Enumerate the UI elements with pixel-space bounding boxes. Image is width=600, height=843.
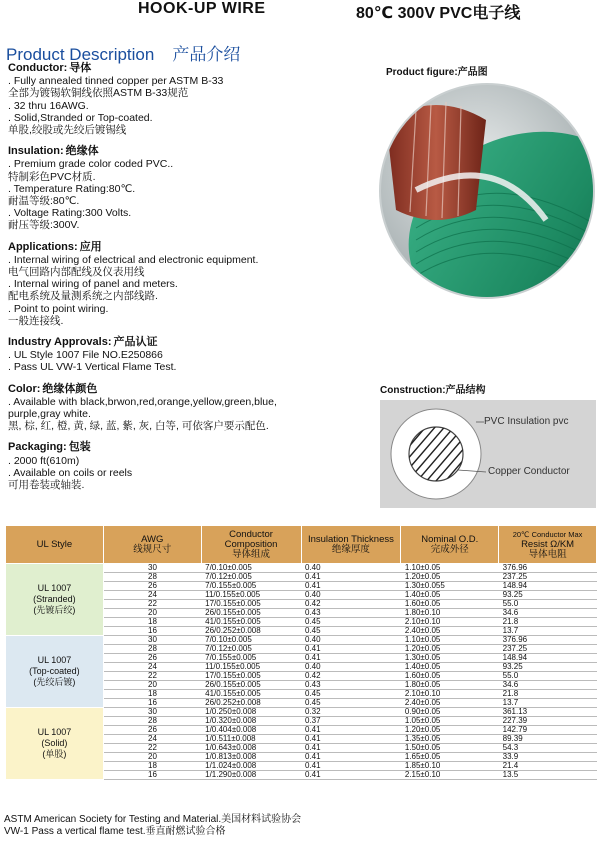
cell-composition: 11/0.155±0.005 — [201, 663, 301, 672]
section-line: . Internal wiring of electrical and electronic equipment. — [8, 253, 259, 266]
cell-composition: 1/0.813±0.008 — [201, 753, 301, 762]
cell-thickness: 0.41 — [301, 582, 401, 591]
cell-resist: 361.13 — [499, 708, 597, 717]
cell-thickness: 0.32 — [301, 708, 401, 717]
section-line: 全部为镀锡软铜线依照ASTM B-33规范 — [8, 87, 189, 100]
cell-composition: 26/0.252±0.008 — [201, 699, 301, 708]
section-line: 耐温等级:80℃. — [8, 195, 80, 208]
cell-awg: 26 — [103, 654, 201, 663]
cell-thickness: 0.40 — [301, 636, 401, 645]
cell-od: 1.60±0.05 — [401, 672, 499, 681]
cell-od: 1.80±0.05 — [401, 681, 499, 690]
cell-awg: 28 — [103, 717, 201, 726]
cell-awg: 18 — [103, 690, 201, 699]
cell-awg: 20 — [103, 681, 201, 690]
cell-awg: 30 — [103, 708, 201, 717]
cell-od: 1.60±0.05 — [401, 600, 499, 609]
cell-resist: 376.96 — [499, 636, 597, 645]
section-line: 耐压等级:300V. — [8, 219, 80, 232]
group-label: UL 1007 (Stranded) (先镀后绞) — [6, 564, 104, 636]
section-line: . UL Style 1007 File NO.E250866 — [8, 349, 163, 362]
section-0 — [8, 62, 378, 136]
cell-od: 2.40±0.05 — [401, 699, 499, 708]
conductor-callout: Copper Conductor — [488, 466, 570, 477]
cell-resist: 237.25 — [499, 573, 597, 582]
cell-od: 1.65±0.05 — [401, 753, 499, 762]
cell-composition: 1/0.250±0.008 — [201, 708, 301, 717]
section-line: . 32 thru 16AWG. — [8, 99, 89, 112]
section-line: 可用卷装或轴装. — [8, 479, 85, 492]
cell-resist: 21.4 — [499, 762, 597, 771]
cell-resist: 34.6 — [499, 609, 597, 618]
header-product-name: HOOK-UP WIRE — [138, 0, 266, 17]
footer-notes — [4, 814, 301, 838]
section-line: 配电系统及量测系统之内部线路. — [8, 290, 158, 303]
header-rating: 80℃ 300V PVC电子线 — [356, 5, 521, 22]
cell-resist: 93.25 — [499, 663, 597, 672]
section-line: 单股,绞股或先绞后镀锡线 — [8, 124, 127, 137]
cell-od: 1.80±0.10 — [401, 609, 499, 618]
cell-resist: 89.39 — [499, 735, 597, 744]
cell-composition: 41/0.155±0.005 — [201, 618, 301, 627]
cell-thickness: 0.41 — [301, 753, 401, 762]
cell-awg: 24 — [103, 735, 201, 744]
cell-composition: 11/0.155±0.005 — [201, 591, 301, 600]
footer-vw1: VW-1 Pass a vertical flame test.垂直耐燃试验合格 — [4, 826, 226, 837]
cell-awg: 30 — [103, 564, 201, 573]
cell-resist: 148.94 — [499, 582, 597, 591]
section-4 — [8, 383, 378, 433]
cell-thickness: 0.45 — [301, 690, 401, 699]
cell-composition: 1/1.024±0.008 — [201, 762, 301, 771]
cell-awg: 20 — [103, 609, 201, 618]
cell-composition: 7/0.155±0.005 — [201, 654, 301, 663]
cell-resist: 21.8 — [499, 618, 597, 627]
th-awg: AWG 线规尺寸 — [103, 526, 201, 564]
section-line: . Temperature Rating:80℃. — [8, 182, 136, 195]
cell-composition: 26/0.155±0.005 — [201, 609, 301, 618]
cell-thickness: 0.43 — [301, 609, 401, 618]
cell-thickness: 0.41 — [301, 654, 401, 663]
cell-awg: 24 — [103, 591, 201, 600]
section-heading: Packaging: 包装 — [8, 441, 91, 454]
cell-od: 1.20±0.05 — [401, 726, 499, 735]
cell-composition: 7/0.155±0.005 — [201, 582, 301, 591]
cell-composition: 1/0.320±0.008 — [201, 717, 301, 726]
cell-thickness: 0.42 — [301, 600, 401, 609]
title-zh: 产品介绍 — [172, 45, 241, 64]
cell-od: 2.40±0.05 — [401, 627, 499, 636]
cell-resist: 13.7 — [499, 699, 597, 708]
section-line: . Available on coils or reels — [8, 466, 133, 479]
page-header — [0, 0, 600, 20]
cell-thickness: 0.41 — [301, 771, 401, 780]
cell-thickness: 0.40 — [301, 663, 401, 672]
cell-awg: 28 — [103, 645, 201, 654]
cell-awg: 22 — [103, 672, 201, 681]
cell-composition: 41/0.155±0.005 — [201, 690, 301, 699]
cell-composition: 1/0.404±0.008 — [201, 726, 301, 735]
section-line: . Fully annealed tinned copper per ASTM B-33 — [8, 75, 224, 88]
wire-coil-image — [376, 80, 598, 302]
cell-od: 1.40±0.05 — [401, 663, 499, 672]
th-ul-style: UL Style — [6, 526, 104, 564]
cell-thickness: 0.41 — [301, 762, 401, 771]
cell-awg: 26 — [103, 582, 201, 591]
description-column — [8, 62, 378, 500]
cell-resist: 376.96 — [499, 564, 597, 573]
cell-od: 1.05±0.05 — [401, 717, 499, 726]
cell-composition: 7/0.10±0.005 — [201, 564, 301, 573]
section-heading: Industry Approvals: 产品认证 — [8, 336, 158, 349]
cell-thickness: 0.37 — [301, 717, 401, 726]
section-line: . Pass UL VW-1 Vertical Flame Test. — [8, 361, 177, 374]
spec-table — [5, 525, 597, 780]
cell-od: 2.15±0.10 — [401, 771, 499, 780]
cell-resist: 33.9 — [499, 753, 597, 762]
section-line: . Available with black,brwon,red,orange,yellow,green,blue, — [8, 395, 277, 408]
cell-composition: 26/0.155±0.005 — [201, 681, 301, 690]
construction-diagram — [380, 400, 596, 508]
figure-label: Product figure:产品图 — [386, 67, 488, 78]
section-heading: Insulation: 绝缘体 — [8, 145, 99, 158]
th-composition: Conductor Composition 导体组成 — [201, 526, 301, 564]
cell-od: 2.10±0.10 — [401, 618, 499, 627]
cell-thickness: 0.45 — [301, 618, 401, 627]
cell-awg: 24 — [103, 663, 201, 672]
cell-awg: 30 — [103, 636, 201, 645]
cell-composition: 1/1.290±0.008 — [201, 771, 301, 780]
cell-od: 1.10±0.05 — [401, 564, 499, 573]
cell-awg: 22 — [103, 600, 201, 609]
section-line: 电气回路内部配线及仪表用线 — [8, 266, 145, 279]
section-line: 黑, 棕, 红, 橙, 黄, 绿, 蓝, 紫, 灰, 白等, 可依客户要示配色. — [8, 420, 269, 433]
section-heading: Color: 绝缘体颜色 — [8, 382, 98, 395]
group-label: UL 1007 (Solid) (单股) — [6, 708, 104, 780]
cell-composition: 7/0.10±0.005 — [201, 636, 301, 645]
cell-composition: 1/0.511±0.008 — [201, 735, 301, 744]
section-heading: Conductor: 导体 — [8, 62, 92, 74]
cell-od: 2.10±0.10 — [401, 690, 499, 699]
cell-composition: 7/0.12±0.005 — [201, 645, 301, 654]
cell-thickness: 0.45 — [301, 627, 401, 636]
cell-awg: 16 — [103, 771, 201, 780]
footer-astm: ASTM American Society for Testing and Material.美国材料试验协会 — [4, 814, 302, 825]
section-line: . 2000 ft(610m) — [8, 454, 80, 467]
section-line: . Point to point wiring. — [8, 302, 109, 315]
cell-od: 1.40±0.05 — [401, 591, 499, 600]
cell-composition: 7/0.12±0.005 — [201, 573, 301, 582]
cell-thickness: 0.42 — [301, 672, 401, 681]
cell-thickness: 0.41 — [301, 744, 401, 753]
section-1 — [8, 145, 378, 231]
cell-resist: 55.0 — [499, 672, 597, 681]
section-line: . Voltage Rating:300 Volts. — [8, 207, 132, 220]
cell-thickness: 0.41 — [301, 735, 401, 744]
section-line: purple,gray white. — [8, 408, 91, 421]
section-heading: Applications: 应用 — [8, 240, 102, 253]
section-2 — [8, 241, 378, 327]
section-line: 一般连接线. — [8, 314, 64, 327]
section-line: . Solid,Stranded or Top-coated. — [8, 111, 153, 124]
cell-thickness: 0.41 — [301, 726, 401, 735]
cell-awg: 26 — [103, 726, 201, 735]
cell-od: 1.50±0.05 — [401, 744, 499, 753]
cell-thickness: 0.41 — [301, 573, 401, 582]
cell-od: 1.30±0.05 — [401, 654, 499, 663]
cell-awg: 28 — [103, 573, 201, 582]
th-thickness: Insulation Thickness 绝缘厚度 — [301, 526, 401, 564]
cell-od: 1.10±0.05 — [401, 636, 499, 645]
cell-od: 1.20±0.05 — [401, 573, 499, 582]
section-3 — [8, 336, 378, 374]
cell-resist: 142.79 — [499, 726, 597, 735]
cell-resist: 93.25 — [499, 591, 597, 600]
section-line: . Premium grade color coded PVC.. — [8, 158, 174, 171]
table-header-row — [6, 526, 597, 564]
th-resist: 20℃ Conductor Max Resist Ω/KM 导体电阻 — [499, 526, 597, 564]
cell-resist: 237.25 — [499, 645, 597, 654]
cell-composition: 17/0.155±0.005 — [201, 600, 301, 609]
cell-awg: 20 — [103, 753, 201, 762]
cell-awg: 18 — [103, 618, 201, 627]
cell-thickness: 0.43 — [301, 681, 401, 690]
cell-resist: 55.0 — [499, 600, 597, 609]
construction-label: Construction:产品结构 — [380, 385, 486, 396]
cell-awg: 16 — [103, 699, 201, 708]
cell-od: 1.35±0.05 — [401, 735, 499, 744]
cell-awg: 22 — [103, 744, 201, 753]
cell-od: 1.20±0.05 — [401, 645, 499, 654]
group-label: UL 1007 (Top-coated) (先绞后镀) — [6, 636, 104, 708]
section-5 — [8, 441, 378, 491]
cell-composition: 26/0.252±0.008 — [201, 627, 301, 636]
cell-resist: 148.94 — [499, 654, 597, 663]
cell-resist: 13.5 — [499, 771, 597, 780]
title-en: Product Description — [6, 45, 155, 64]
cell-od: 1.30±0.055 — [401, 582, 499, 591]
section-line: 特制彩色PVC材质. — [8, 170, 96, 183]
cell-composition: 1/0.643±0.008 — [201, 744, 301, 753]
th-od: Nominal O.D. 完成外径 — [401, 526, 499, 564]
cell-thickness: 0.41 — [301, 645, 401, 654]
cell-composition: 17/0.155±0.005 — [201, 672, 301, 681]
section-line: . Internal wiring of panel and meters. — [8, 278, 178, 291]
cell-resist: 21.8 — [499, 690, 597, 699]
cell-od: 0.90±0.05 — [401, 708, 499, 717]
cell-awg: 16 — [103, 627, 201, 636]
cell-awg: 18 — [103, 762, 201, 771]
cell-thickness: 0.45 — [301, 699, 401, 708]
cell-thickness: 0.40 — [301, 564, 401, 573]
insulation-callout: PVC Insulation pvc — [484, 416, 569, 427]
cell-resist: 227.39 — [499, 717, 597, 726]
cell-resist: 13.7 — [499, 627, 597, 636]
cell-resist: 34.6 — [499, 681, 597, 690]
cell-thickness: 0.40 — [301, 591, 401, 600]
cell-od: 1.85±0.10 — [401, 762, 499, 771]
cell-resist: 54.3 — [499, 744, 597, 753]
